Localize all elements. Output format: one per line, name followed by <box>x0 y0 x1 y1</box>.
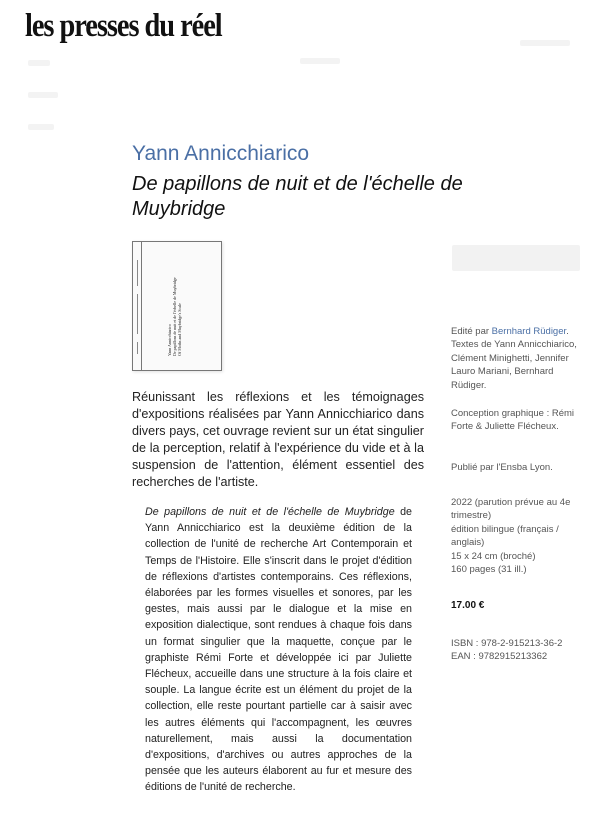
edited-suffix: . <box>566 326 569 337</box>
edition-info: édition bilingue (français / anglais) <box>451 523 559 549</box>
intro-paragraph: Réunissant les réflexions et les témoignages d'expositions réalisées par Yann Annicchiarico dans divers pays, cet ouvrage revient sur un état singulier de la perception, relatif à l'expérience du vide et à la suspension de l'attention, élément essentiel des recherches de l'artiste. <box>132 390 424 489</box>
publication-date: 2022 (parution prévue au 4e trimestre) <box>451 497 571 522</box>
book-cover-image[interactable] <box>132 241 222 371</box>
order-button[interactable] <box>452 245 580 271</box>
edited-prefix: Edité par <box>451 326 492 337</box>
texts-credits: Textes de Yann Annicchiarico, Clément Minighetti, Jennifer Lauro Mariani, Bernhard Rüdiger. <box>451 339 577 391</box>
body-text-rest: de Yann Annicchiarico est la deuxième édition de la collection de l'unité de recherche Art Contemporain et Temps de l'Histoire. Elle s'inscrit dans le projet d'édition de réflexions d'artistes contemporains. Ces réflexions, élaborées par les formes visuelles et sonores, par les gestes, mais aussi par le dialogue et la mise en exposition dialectique, sont rendues à chaque fois dans un format singulier que la maquette, conçue par le graphiste Rémi Forte et développée ici par Juliette Flécheux, accueille dans une structure à la fois claire et souple. La langue écrite est un élément du projet de la collection, elle reste pourtant partielle car à saisir avec les autres éléments qui l'accompagnent, les œuvres naturellement, mais aussi la documentation d'expositions, d'archives ou autres approches de la pensée que les auteurs élaborent au fur et mesure des éditions de l'unité de recherche. <box>145 506 413 794</box>
format-info: 15 x 24 cm (broché) <box>451 550 536 562</box>
pages-info: 160 pages (31 ill.) <box>451 564 527 576</box>
book-price: 17.00 € <box>451 600 485 611</box>
book-front-cover <box>142 241 222 371</box>
body-book-title: De papillons de nuit et de l'échelle de Muybridge <box>145 506 395 518</box>
faint-nav-item[interactable] <box>28 60 50 66</box>
faint-nav-item[interactable] <box>28 92 58 98</box>
faint-nav-item[interactable] <box>28 124 54 130</box>
book-author[interactable]: Yann Annicchiarico <box>132 142 310 165</box>
editor-credits <box>451 325 591 392</box>
faint-nav-item[interactable] <box>300 58 340 64</box>
isbn: ISBN : 978-2-915213-36-2 <box>451 638 563 649</box>
editor-link[interactable]: Bernhard Rüdiger <box>491 326 567 337</box>
publication-details <box>451 496 586 576</box>
book-title: De papillons de nuit et de l'échelle de Muybridge <box>132 173 463 220</box>
cover-text: Yann Annicchiarico De papillons de nuit et de l'échelle de Muybridge Of Moths and Muybridge's Scale <box>167 277 182 356</box>
book-spine <box>132 241 142 371</box>
publisher-credit: Publié par l'Ensba Lyon. <box>451 462 553 473</box>
faint-nav-item[interactable] <box>520 40 570 46</box>
identifiers <box>451 637 596 664</box>
site-logo[interactable]: les presses du réel <box>25 8 222 44</box>
ean: EAN : 9782915213362 <box>451 651 548 663</box>
body-paragraph <box>145 504 412 796</box>
design-credits: Conception graphique : Rémi Forte & Juliette Flécheux. <box>451 408 575 433</box>
